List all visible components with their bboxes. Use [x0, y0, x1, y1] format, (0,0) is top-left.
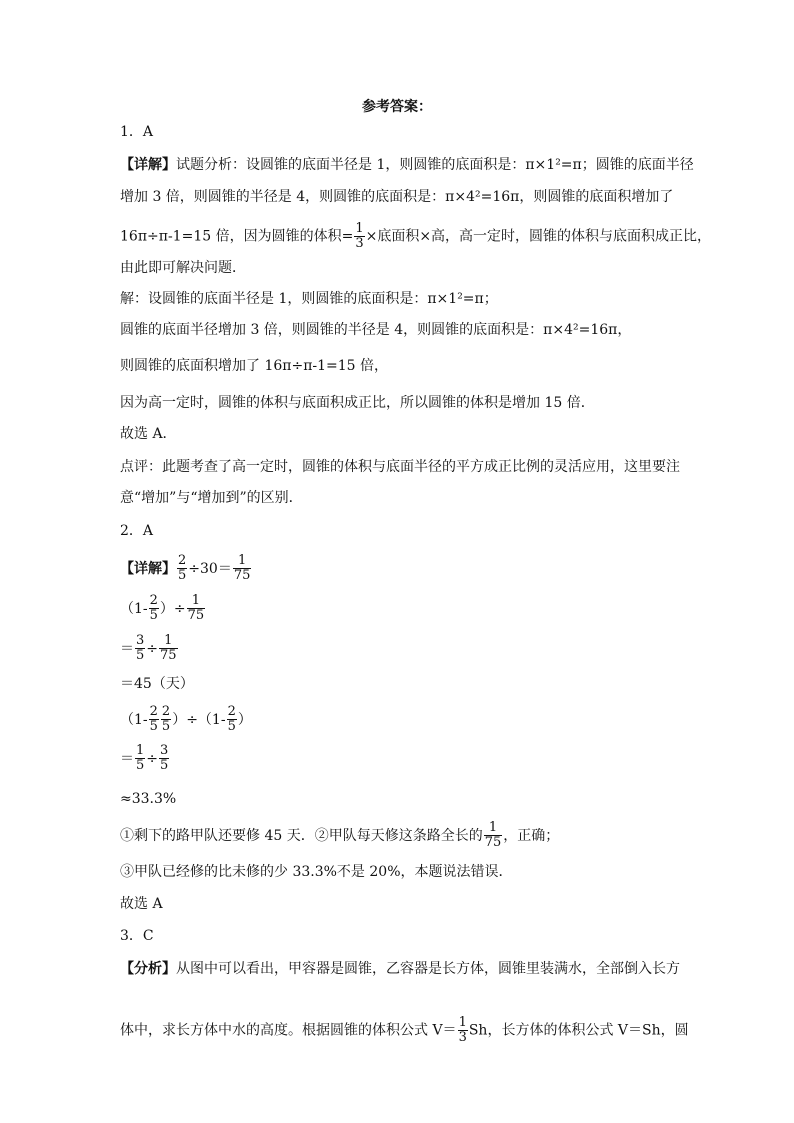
- q2-e2-open: （1-: [120, 600, 148, 617]
- q2-expr-2: [120, 594, 206, 623]
- fraction-numerator: 1: [136, 743, 145, 758]
- q2-expr-7: ≈33.3%: [120, 791, 177, 807]
- q1-analysis-text-3b: ×底面积×高，高一定时，圆锥的体积与底面积成正比，: [365, 228, 712, 245]
- q2-e6-op: ÷: [146, 750, 159, 767]
- fraction-denominator: 5: [161, 719, 171, 734]
- q2-e3-frac-1: [135, 634, 145, 663]
- fraction-numerator: 3: [160, 743, 169, 758]
- fraction-denominator: 5: [178, 568, 187, 583]
- q2-e3-eq: ＝: [120, 640, 134, 657]
- q3-analysis-line-2: [120, 1016, 689, 1045]
- fraction-numerator: 1: [458, 1015, 467, 1030]
- q1-analysis-text-3a: 16π÷π-1=15 倍，因为圆锥的体积=: [120, 228, 354, 245]
- fraction-numerator: 2: [178, 553, 187, 568]
- q2-e6-frac-2: [159, 744, 169, 773]
- q1-solution-line-4: 因为高一定时，圆锥的体积与底面积成正比，所以圆锥的体积是增加 15 倍．: [120, 395, 595, 411]
- fraction-denominator: 5: [160, 758, 169, 773]
- q3-analysis-text-1: 从图中可以看出，甲容器是圆锥，乙容器是长方体，圆锥里装满水，全部倒入长方: [176, 961, 680, 977]
- q1-comment-line-1: 点评：此题考查了高一定时，圆锥的体积与底面半径的平方成正比例的灵活应用，这里要注: [120, 459, 680, 475]
- fraction-numerator: 2: [161, 704, 171, 719]
- q2-expr-4: ＝45（天）: [120, 676, 194, 692]
- q2-expr-3: [120, 634, 179, 663]
- q2-e2-frac-2: [187, 594, 206, 623]
- q2-expr-1: [120, 554, 252, 583]
- fraction-numerator: 1: [233, 554, 252, 569]
- q2-e1-text: ÷30＝: [188, 560, 232, 577]
- fraction-numerator: 3: [136, 633, 145, 648]
- q1-solution-line-3: 则圆锥的底面积增加了 16π÷π-1=15 倍，: [120, 358, 389, 374]
- q2-result-text-1a: ①剩下的路甲队还要修 45 天．②甲队每天修这条路全长的: [120, 827, 483, 844]
- fraction-denominator: 5: [227, 719, 236, 734]
- fraction-denominator: 5: [136, 758, 145, 773]
- fraction-numerator: 1: [484, 821, 503, 836]
- q1-analysis-line-4: 由此即可解决问题．: [120, 260, 246, 276]
- q1-analysis-line-1: [120, 155, 694, 175]
- q3-number: 3．C: [120, 928, 154, 944]
- fraction-denominator: 75: [160, 648, 177, 663]
- q1-number: 1．A: [120, 124, 154, 140]
- q3-analysis-tag: 【分析】: [120, 961, 176, 977]
- fraction-numerator: 1: [159, 634, 178, 649]
- q2-e3-frac-2: [159, 634, 178, 663]
- q2-result-text-1b: ，正确；: [503, 827, 560, 844]
- q2-e5-open: （1-: [120, 711, 148, 728]
- q1-solution-line-1: 解：设圆锥的底面半径是 1，则圆锥的底面积是：π×1²=π；: [120, 291, 498, 307]
- q2-number: 2．A: [120, 523, 154, 539]
- fraction-denominator: 5: [149, 719, 158, 734]
- page-title: 参考答案：: [362, 99, 432, 115]
- q1-analysis-tag: 【详解】: [120, 157, 176, 173]
- q1-analysis-line-2: 增加 3 倍，则圆锥的半径是 4，则圆锥的底面积是：π×4²=16π，则圆锥的底面积增加了: [120, 189, 674, 205]
- q2-e6-frac-1: [135, 744, 145, 773]
- fraction-denominator: 75: [187, 608, 205, 623]
- q2-result-line-1: [120, 821, 559, 850]
- q2-result-line-3: 故选 A: [120, 896, 163, 912]
- fraction-denominator: 5: [149, 608, 158, 623]
- q3-analysis-line-1: [120, 959, 680, 979]
- q2-e6-eq: ＝: [120, 750, 134, 767]
- fraction-denominator: 75: [233, 568, 251, 583]
- q2-e1-frac-2: [233, 554, 252, 583]
- q3-fraction-one-third: [458, 1016, 468, 1045]
- q2-e5-close: ）: [237, 711, 252, 728]
- q3-analysis-text-2b: Sh，长方体的体积公式 V＝Sh，圆: [468, 1022, 689, 1039]
- q2-e5-frac-2: [161, 705, 171, 734]
- fraction-numerator: 2: [149, 704, 158, 719]
- q1-solution-line-5: 故选 A．: [120, 426, 177, 442]
- q1-analysis-line-3: [120, 222, 711, 251]
- fraction-numerator: 2: [149, 593, 158, 608]
- q2-e1-frac-1: [177, 554, 187, 583]
- q2-e2-close: ）÷: [159, 600, 186, 617]
- q1-comment-line-2: 意“增加”与“增加到”的区别．: [120, 490, 303, 506]
- q2-e2-frac-1: [149, 594, 159, 623]
- q1-solution-line-2: 圆锥的底面半径增加 3 倍，则圆锥的半径是 4，则圆锥的底面积是：π×4²=16π，: [120, 322, 632, 338]
- fraction-numerator: 2: [227, 704, 236, 719]
- fraction-denominator: 3: [355, 236, 364, 251]
- q1-analysis-text-1: 试题分析：设圆锥的底面半径是 1，则圆锥的底面积是：π×1²=π；圆锥的底面半径: [176, 157, 694, 173]
- q2-expr-5: [120, 705, 252, 734]
- q2-e5-mid: ）÷（1-: [172, 711, 226, 728]
- q2-result-fraction: [484, 821, 503, 850]
- q3-analysis-text-2a: 体中，求长方体中水的高度。根据圆锥的体积公式 V＝: [120, 1022, 457, 1039]
- fraction-denominator: 5: [136, 648, 145, 663]
- fraction-numerator: 1: [187, 594, 206, 609]
- q2-e5-frac-3: [227, 705, 237, 734]
- q2-expr-6: [120, 744, 170, 773]
- fraction-denominator: 3: [458, 1030, 467, 1045]
- q2-detail-tag: 【详解】: [120, 560, 176, 577]
- q1-fraction-one-third: [354, 222, 364, 251]
- q2-e3-op: ÷: [146, 640, 159, 657]
- fraction-numerator: 1: [355, 221, 364, 236]
- q2-result-line-2: ③甲队已经修的比未修的少 33.3%不是 20%，本题说法错误．: [120, 864, 513, 880]
- fraction-denominator: 75: [484, 835, 502, 850]
- q2-e5-frac-1: [149, 705, 159, 734]
